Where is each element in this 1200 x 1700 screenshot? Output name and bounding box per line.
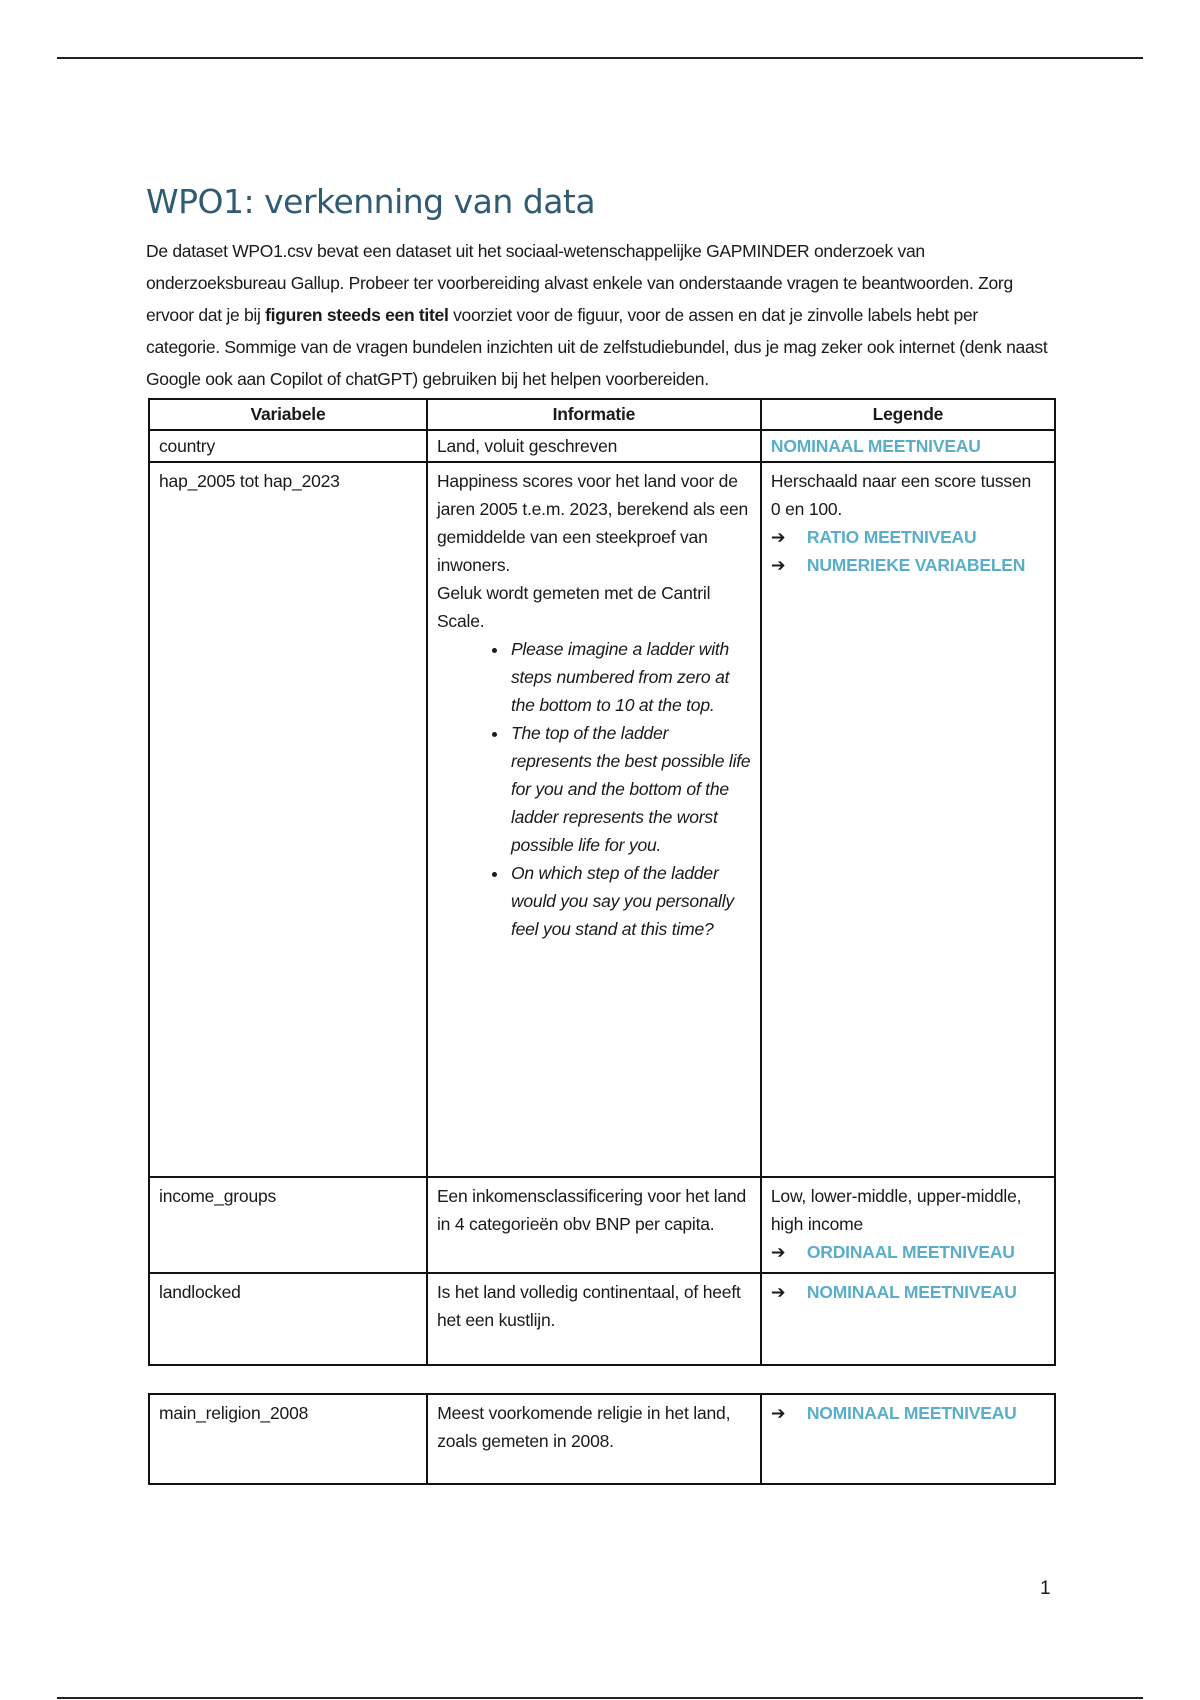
header-legende: Legende (761, 399, 1055, 430)
cell-info: Is het land volledig continentaal, of heeft het een kustlijn. (427, 1273, 761, 1365)
legend-line (771, 1238, 1045, 1266)
page-number: 1 (1040, 1578, 1051, 1599)
table-row-main-religion (149, 1394, 1055, 1484)
cell-legend (761, 1177, 1055, 1273)
intro-paragraph (146, 235, 1056, 395)
arrow-right-icon: ➔ (770, 527, 786, 547)
legend-line (771, 551, 1045, 579)
cell-variable: hap_2005 tot hap_2023 (149, 462, 427, 1177)
info-text: Happiness scores voor het land voor de jaren 2005 t.e.m. 2023, berekend als een gemiddelde van een steekproef van inwoners. (436, 471, 749, 575)
cell-variable: landlocked (149, 1273, 427, 1365)
legend-text: Low, lower-middle, upper-middle, high income (770, 1186, 1022, 1234)
legend-level: NOMINAAL MEETNIVEAU (806, 1282, 1017, 1302)
arrow-right-icon: ➔ (770, 1242, 786, 1262)
header-rule (57, 57, 1143, 59)
table-row-hap (149, 462, 1055, 1177)
cell-info (427, 462, 761, 1177)
legend-level: NOMINAAL MEETNIVEAU (806, 1403, 1017, 1423)
cell-legend (761, 1273, 1055, 1365)
legend-line (771, 1399, 1045, 1427)
cell-info: Land, voluit geschreven (427, 430, 761, 462)
table-row-landlocked (149, 1273, 1055, 1365)
cell-legend (761, 430, 1055, 462)
variables-table (148, 398, 1056, 1366)
legend-text: Herschaald naar een score tussen 0 en 100. (770, 471, 1032, 519)
list-item: • Please imagine a ladder with steps numbered from zero at the bottom to 10 at the top. (509, 635, 751, 719)
arrow-right-icon: ➔ (770, 555, 786, 575)
legend-level: NOMINAAL MEETNIVEAU (770, 436, 981, 456)
table-header-row (149, 399, 1055, 430)
footer-rule (57, 1697, 1143, 1699)
info-text: Geluk wordt gemeten met de Cantril Scale. (436, 583, 711, 631)
religion-table (148, 1393, 1056, 1485)
page-content (146, 182, 1056, 1485)
legend-level: ORDINAAL MEETNIVEAU (806, 1242, 1015, 1262)
cell-info: Meest voorkomende religie in het land, zoals gemeten in 2008. (427, 1394, 761, 1484)
legend-level: NUMERIEKE VARIABELEN (806, 555, 1026, 575)
header-variabele: Variabele (149, 399, 427, 430)
cell-legend (761, 462, 1055, 1177)
intro-bold-text: figuren steeds een titel (265, 305, 449, 325)
cell-legend (761, 1394, 1055, 1484)
page-title: WPO1: verkenning van data (146, 182, 596, 221)
legend-line (771, 523, 1045, 551)
table-row-income-groups (149, 1177, 1055, 1273)
intro-line-1 (146, 235, 1056, 331)
cantril-questions (437, 635, 751, 943)
table-row-country (149, 430, 1055, 462)
header-informatie: Informatie (427, 399, 761, 430)
cell-variable: main_religion_2008 (149, 1394, 427, 1484)
arrow-right-icon: ➔ (770, 1403, 786, 1423)
cell-variable: income_groups (149, 1177, 427, 1273)
intro-line-2: categorie. Sommige van de vragen bundelen inzichten uit de zelfstudiebundel, dus je mag zeker ook internet (denk naast Google ook aan Copilot of chatGPT) gebruiken bij het helpen voorbereiden. (146, 337, 1048, 389)
intro-text-2: voorziet voor de figuur, voor de assen en dat je zinvolle labels hebt per (448, 305, 978, 325)
cell-info: Een inkomensclassificering voor het land in 4 categorieën obv BNP per capita. (427, 1177, 761, 1273)
arrow-right-icon: ➔ (770, 1282, 786, 1302)
cell-variable: country (149, 430, 427, 462)
intro-text-1: De dataset WPO1.csv bevat een dataset uit het sociaal-wetenschappelijke GAPMINDER onderzoek van onderzoeksbureau Gallup. Probeer ter voorbereiding alvast enkele van onderstaande vragen te beantwoorden. Zorg ervoor dat je bij (146, 241, 1013, 325)
list-item: • The top of the ladder represents the best possible life for you and the bottom of the ladder represents the worst possible life for you. (509, 719, 751, 859)
legend-level: RATIO MEETNIVEAU (806, 527, 977, 547)
legend-line (771, 1278, 1045, 1306)
list-item: • On which step of the ladder would you say you personally feel you stand at this time? (509, 859, 751, 943)
